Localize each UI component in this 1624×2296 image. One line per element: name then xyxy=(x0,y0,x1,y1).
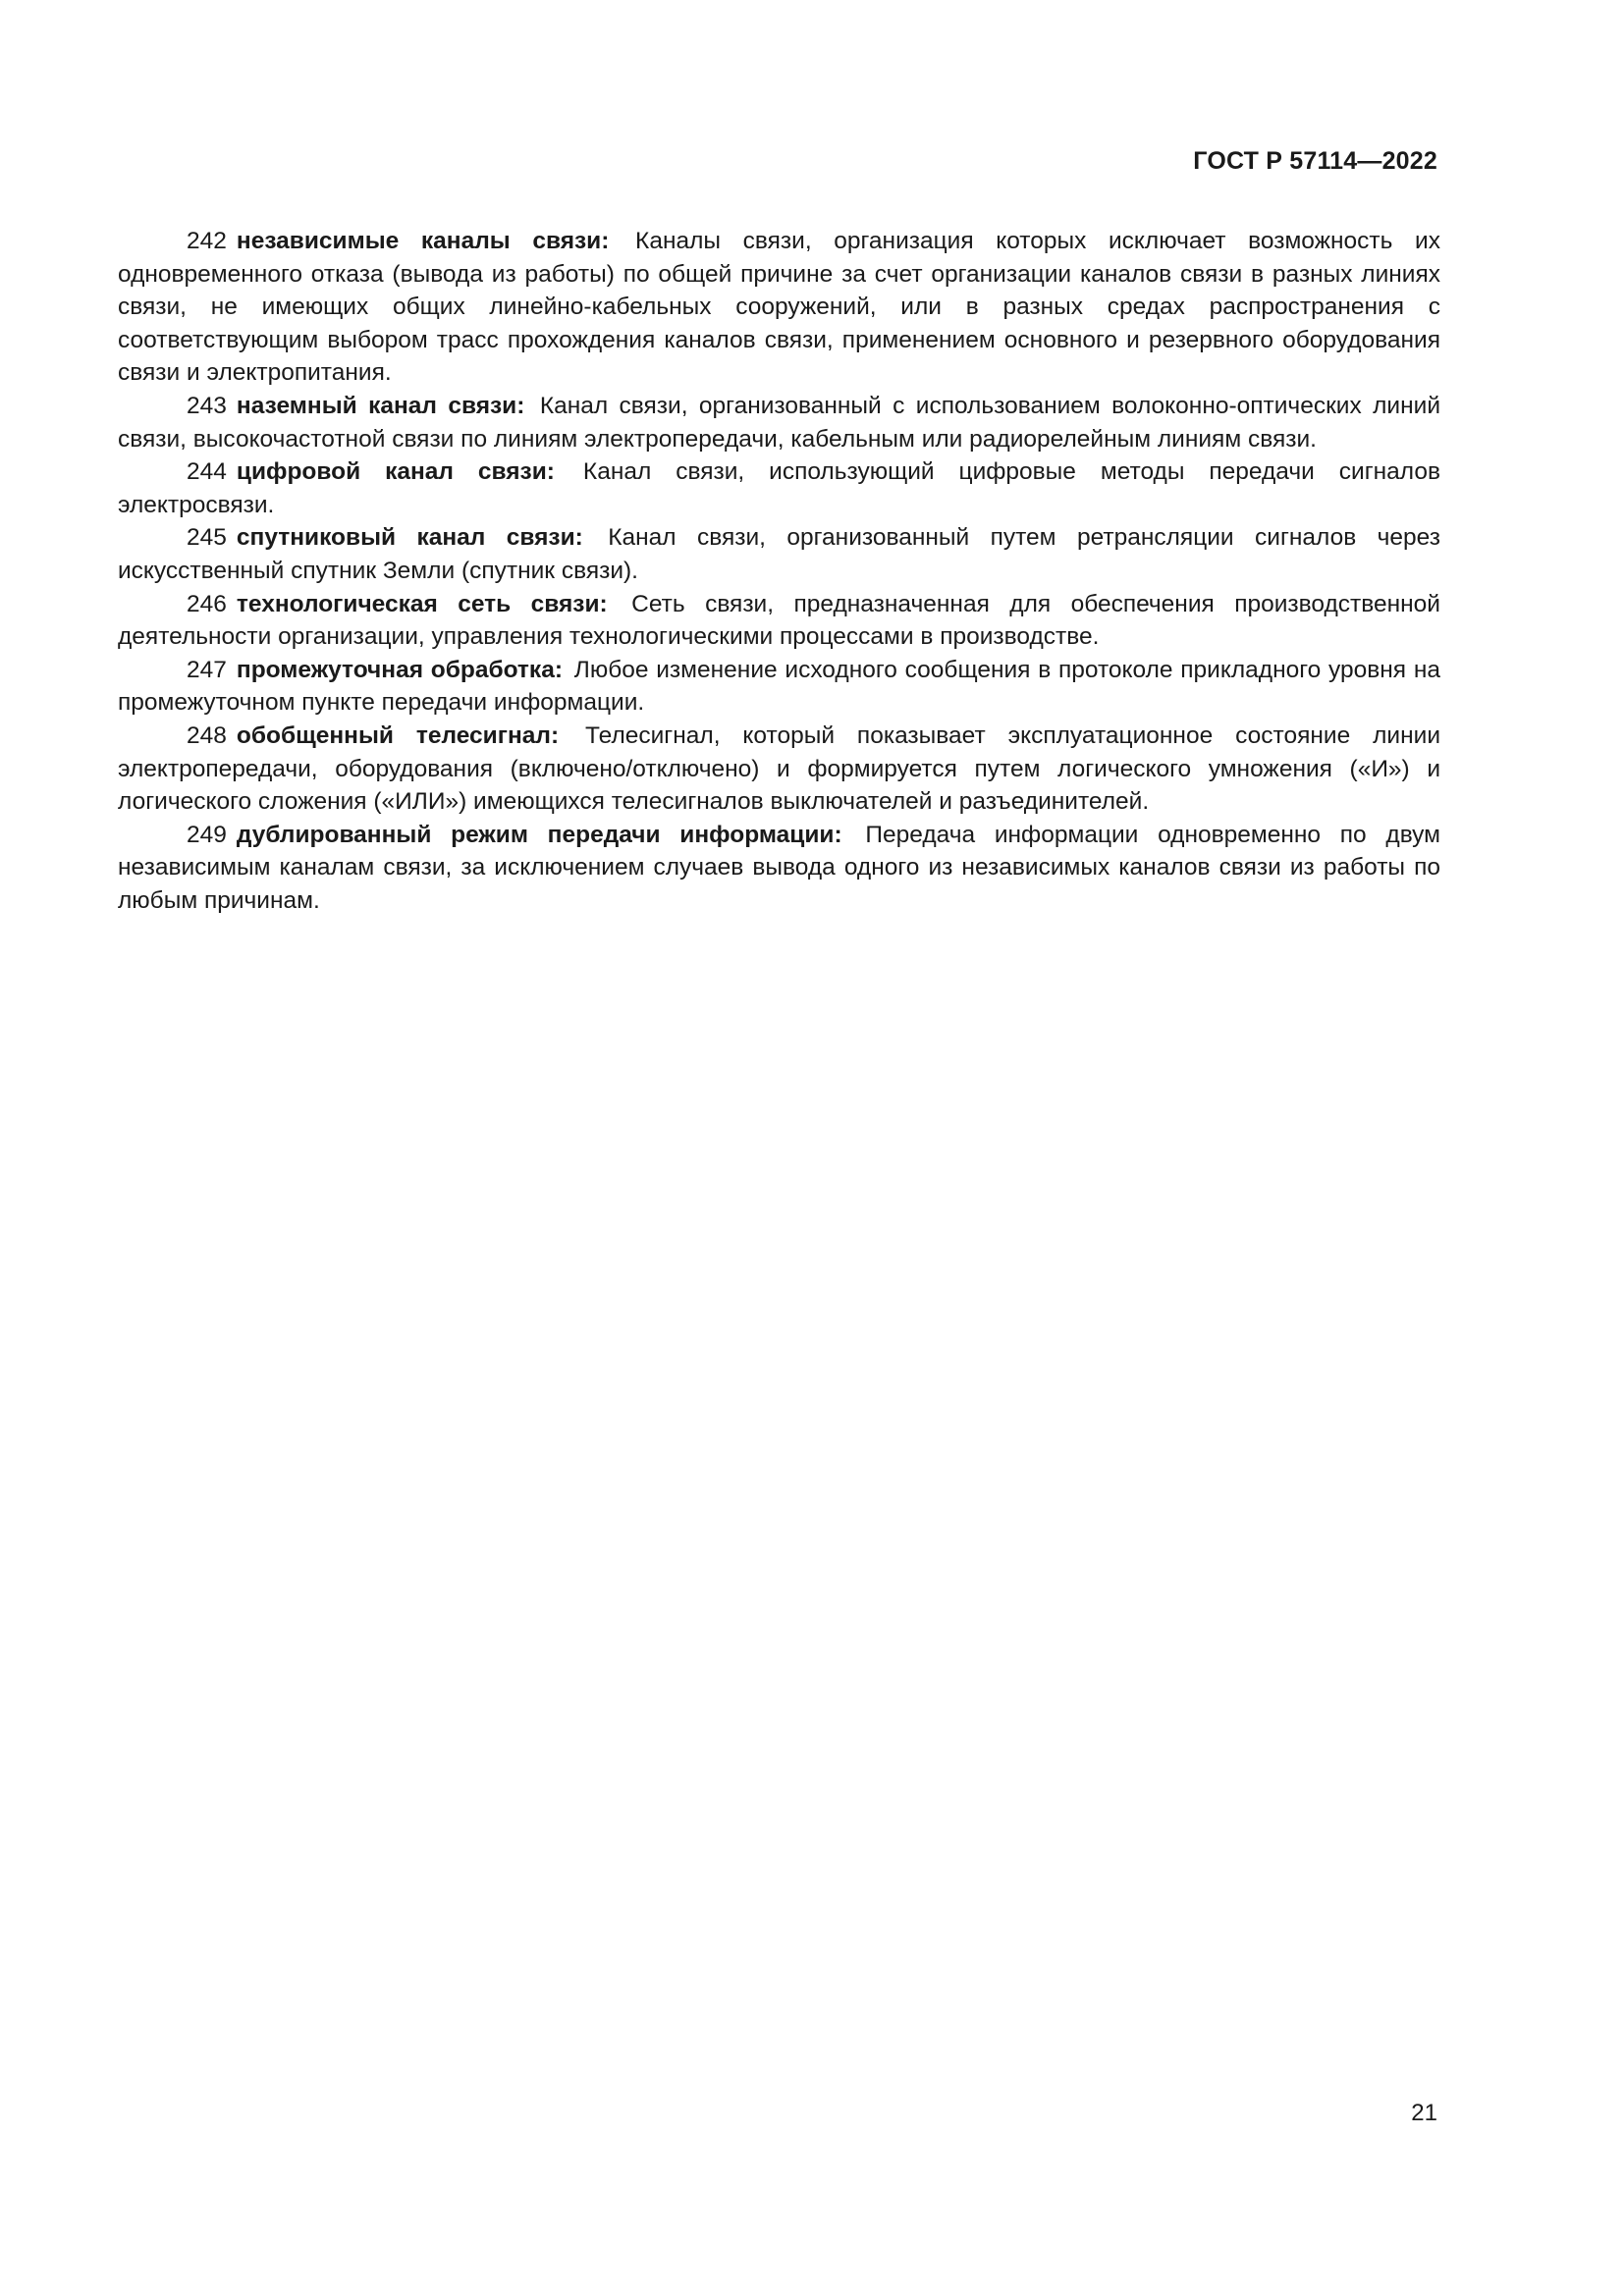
term-name: обобщенный телесигнал: xyxy=(236,721,560,749)
term-242 xyxy=(118,225,1440,390)
term-number: 244 xyxy=(187,458,227,486)
term-number: 243 xyxy=(187,392,227,419)
term-definition: Любое изменение исходного сообщения в протоколе прикладного уровня на промежуточном пункте передачи информации. xyxy=(118,656,1440,717)
term-number: 245 xyxy=(187,524,227,552)
term-number: 246 xyxy=(187,590,227,617)
term-definition: Телесигнал, который показывает эксплуатационное состояние линии электропередачи, оборудования (включено/отключено) и формируется путем логического умножения («И») и логического сложения («ИЛИ») имеющихся телесигналов выключателей и разъединителей. xyxy=(118,721,1441,816)
term-number: 248 xyxy=(187,721,227,749)
term-number: 249 xyxy=(187,821,227,848)
term-number: 247 xyxy=(187,656,227,683)
term-name: дублированный режим передачи информации: xyxy=(236,821,842,848)
term-name: технологическая сеть связи: xyxy=(236,590,608,617)
term-definition: Канал связи, организованный путем ретрансляции сигналов через искусственный спутник Земли (спутник связи). xyxy=(118,524,1440,584)
term-244 xyxy=(118,455,1440,521)
term-243 xyxy=(118,390,1440,455)
term-246 xyxy=(118,588,1440,654)
term-name: промежуточная обработка: xyxy=(236,656,563,683)
term-245 xyxy=(118,521,1440,587)
term-247 xyxy=(118,654,1440,720)
standard-code-header: ГОСТ Р 57114—2022 xyxy=(1193,147,1437,175)
term-248 xyxy=(118,720,1440,819)
term-definition: Сеть связи, предназначенная для обеспечения производственной деятельности организации, управления технологическими процессами в производстве. xyxy=(118,590,1440,651)
term-definition: Канал связи, использующий цифровые методы передачи сигналов электросвязи. xyxy=(118,458,1440,518)
term-name: наземный канал связи: xyxy=(236,392,525,419)
term-name: цифровой канал связи: xyxy=(236,458,555,486)
term-definition: Канал связи, организованный с использованием волоконно-оптических линий связи, высокочастотной связи по линиям электропередачи, кабельным или радиорелейным линиям связи. xyxy=(118,392,1441,453)
term-definition: Передача информации одновременно по двум независимым каналам связи, за исключением случаев вывода одного из независимых каналов связи из работы по любым причинам. xyxy=(118,821,1440,914)
term-definition: Каналы связи, организация которых исключает возможность их одновременного отказа (вывода из работы) по общей причине за счет организации каналов связи в разных линиях связи, не имеющих общих линейно-кабельных сооружений, или в разных средах распространения с соответствующим выбором трасс прохождения каналов связи, применением основного и резервного оборудования связи и электропитания. xyxy=(118,228,1440,387)
page-number: 21 xyxy=(1411,2100,1437,2126)
terms-list xyxy=(118,225,1440,917)
term-name: спутниковый канал связи: xyxy=(236,524,583,552)
term-number: 242 xyxy=(187,228,227,254)
term-249 xyxy=(118,819,1440,918)
term-name: независимые каналы связи: xyxy=(236,228,610,254)
